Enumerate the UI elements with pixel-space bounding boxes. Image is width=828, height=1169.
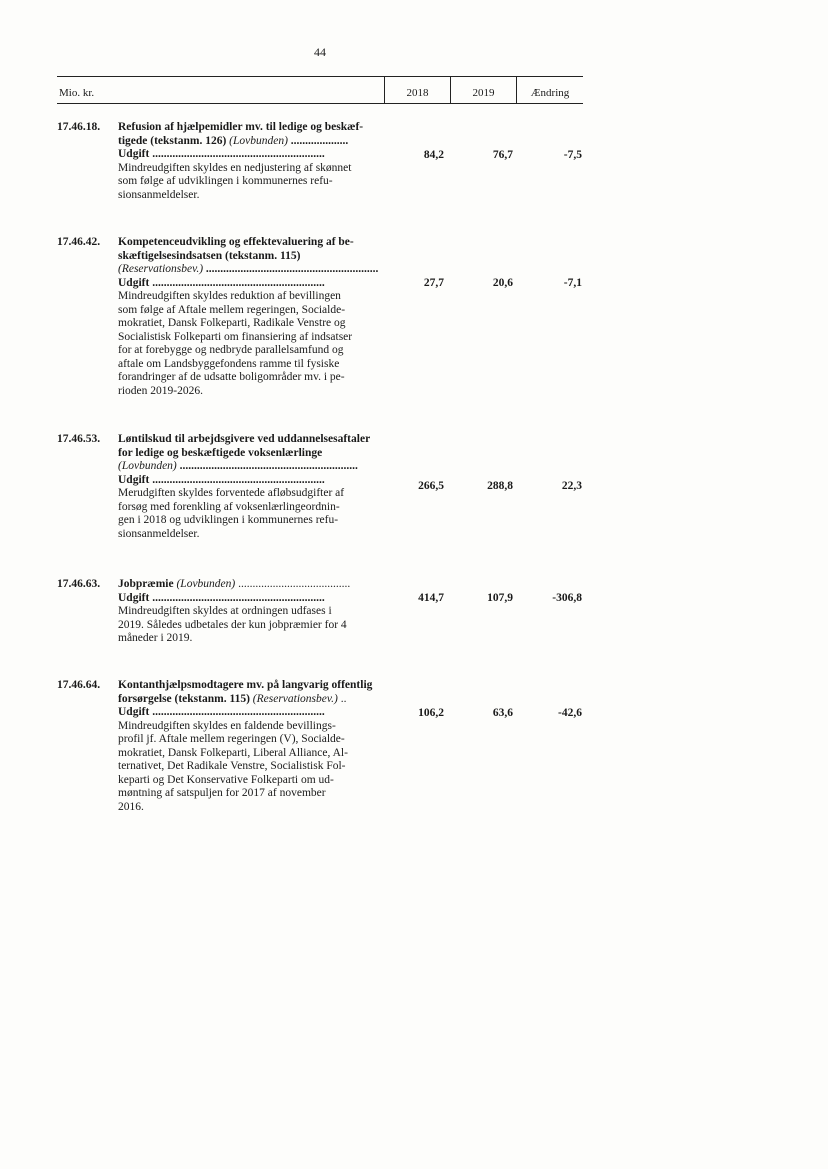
desc-line: Mindreudgiften skyldes at ordningen udfases i: [118, 605, 332, 617]
entry-description: [118, 162, 446, 203]
column-header-2018: 2018: [385, 77, 451, 103]
entry-description: [118, 290, 446, 398]
desc-line: sionsanmeldelser.: [118, 188, 200, 201]
title-ref: (Reservationsbev.): [252, 692, 338, 705]
entry-description: [118, 487, 446, 541]
desc-line: mokratiet, Dansk Folkeparti, Liberal Alliance, Al-: [118, 746, 348, 759]
desc-line: 2019. Således udbetales der kun jobpræmier for 4: [118, 618, 347, 631]
desc-line: mokratiet, Dansk Folkeparti, Radikale Venstre og: [118, 317, 346, 329]
desc-line: Mindreudgiften skyldes reduktion af bevillingen: [118, 290, 341, 302]
desc-line: som følge af Aftale mellem regeringen, Socialde-: [118, 303, 346, 316]
udgift-label: Udgift: [118, 148, 150, 160]
title-ref: (Lovbunden): [229, 134, 288, 147]
udgift-label: Udgift: [118, 473, 150, 486]
value-2019: 20,6: [492, 277, 513, 289]
value-2018: 27,7: [423, 277, 444, 289]
title-line: tigede (tekstanm. 126): [118, 134, 227, 147]
column-header-change: Ændring: [530, 87, 570, 99]
account-code: 17.46.53.: [57, 433, 101, 445]
udgift-label: Udgift: [118, 706, 150, 718]
value-change: 22,3: [561, 480, 582, 492]
title-line: skæftigelsesindsatsen (tekstanm. 115): [118, 249, 301, 262]
account-code: 17.46.64.: [57, 679, 101, 691]
entry-body: Kontanthjælpsmodtagere mv. på langvarig offentlig forsørgelse (tekstanm. 115) (Reservationsbev.) .. Udgift ............................................................ Mindreudgiften skyldes en faldende bevillings- profil jf. Aftale mellem regeringen (V), Socialde- mokratiet, Dansk Folkeparti, Liberal Alliance, Al- ternativet, Det Radikale Venstre, Socialistisk Fol- keparti og Det Konservative Folkeparti om ud- møntning af satspuljen for 2017 af november 2016.: [118, 679, 446, 814]
entry-description: [118, 720, 446, 815]
value-2018: 266,5: [418, 480, 444, 492]
value-change: -7,1: [563, 277, 582, 289]
table-header: [57, 76, 583, 104]
desc-line: ternativet, Det Radikale Venstre, Socialistisk Fol-: [118, 760, 346, 772]
desc-line: Mindreudgiften skyldes en nedjustering af skønnet: [118, 161, 352, 174]
entry-title: Kompetenceudvikling og effektevaluering af be- skæftigelsesindsatsen (tekstanm. 115) (Reservationsbev.) ............................................................: [118, 236, 446, 277]
value-2019: 63,6: [492, 707, 513, 719]
entry-body: Kompetenceudvikling og effektevaluering af be- skæftigelsesindsatsen (tekstanm. 115) (Reservationsbev.) ............................................................ Udgift ............................................................ Mindreudgiften skyldes reduktion af bevillingen som følge af Aftale mellem regeringen, Socialde- mokratiet, Dansk Folkeparti, Radikale Venstre og Socialistisk Folkeparti om finansiering af indsatser for at forebygge og nedbryde parallelsamfund og aftale om Landsbyggefondens ramme til fysiske forandringer af de udsatte boligområder mv. i pe- rioden 2019-2026.: [118, 236, 446, 398]
value-2019: 288,8: [487, 480, 513, 492]
desc-line: gen i 2018 og udviklingen i kommunernes refu-: [118, 514, 339, 526]
desc-line: møntning af satspuljen for 2017 af november: [118, 787, 326, 799]
title-line: forsørgelse (tekstanm. 115): [118, 692, 250, 705]
page-number: 44: [314, 45, 326, 59]
value-change: -7,5: [563, 149, 582, 161]
title-ref: (Lovbunden): [176, 578, 236, 590]
value-2018: 106,2: [418, 707, 444, 719]
desc-line: Mindreudgiften skyldes en faldende bevillings-: [118, 719, 336, 732]
account-code: 17.46.18.: [57, 121, 101, 133]
desc-line: sionsanmeldelser.: [118, 527, 200, 540]
account-code: 17.46.63.: [57, 578, 101, 590]
desc-line: for at forebygge og nedbryde parallelsamfund og: [118, 344, 344, 356]
udgift-label: Udgift: [118, 591, 150, 604]
entry-body: Løntilskud til arbejdsgivere ved uddannelsesaftaler for ledige og beskæftigede voksenlærlinge (Lovbunden) .............................................................. Udgift ............................................................ Merudgiften skyldes forventede afløbsudgifter af forsøg med forenkling af voksenlærlingeordnin- gen i 2018 og udviklingen i kommunernes refu- sionsanmeldelser.: [118, 433, 446, 541]
title-line: Løntilskud til arbejdsgivere ved uddannelsesaftaler: [118, 433, 371, 445]
desc-line: Merudgiften skyldes forventede afløbsudgifter af: [118, 487, 345, 499]
title-ref: (Lovbunden): [118, 460, 177, 472]
desc-line: Socialistisk Folkeparti om finansiering af indsatser: [118, 330, 353, 343]
desc-line: forandringer af de udsatte boligområder mv. i pe-: [118, 371, 345, 383]
unit-label: Mio. kr.: [57, 77, 385, 103]
desc-line: profil jf. Aftale mellem regeringen (V), Socialde-: [118, 733, 345, 745]
column-header-2019: 2019: [451, 77, 517, 103]
title-line: for ledige og beskæftigede voksenlærlinge: [118, 446, 323, 459]
value-change: -42,6: [558, 707, 582, 719]
value-2018: 84,2: [423, 149, 444, 161]
entry-body: Jobpræmie (Lovbunden) ....................................... Udgift ............................................................ Mindreudgiften skyldes at ordningen udfases i 2019. Således udbetales der kun jobpræmier for 4 måneder i 2019.: [118, 578, 446, 646]
account-code: 17.46.42.: [57, 236, 101, 248]
entry-description: [118, 605, 446, 646]
value-2018: 414,7: [418, 592, 444, 604]
desc-line: forsøg med forenkling af voksenlærlingeordnin-: [118, 500, 340, 513]
desc-line: aftale om Landsbyggefondens ramme til fysiske: [118, 357, 340, 370]
desc-line: keparti og Det Konservative Folkeparti om ud-: [118, 773, 334, 786]
desc-line: rioden 2019-2026.: [118, 384, 203, 397]
desc-line: 2016.: [118, 800, 144, 813]
entry-title: Kontanthjælpsmodtagere mv. på langvarig offentlig forsørgelse (tekstanm. 115) (Reservationsbev.) ..: [118, 679, 446, 706]
title-line: Kompetenceudvikling og effektevaluering af be-: [118, 236, 354, 248]
title-line: Refusion af hjælpemidler mv. til ledige og beskæf-: [118, 121, 364, 133]
title-line: Jobpræmie: [118, 578, 174, 590]
value-2019: 76,7: [492, 149, 513, 161]
desc-line: som følge af udviklingen i kommunernes refu-: [118, 175, 333, 187]
title-ref: (Reservationsbev.): [118, 263, 204, 275]
desc-line: måneder i 2019.: [118, 632, 193, 644]
entry-title: Løntilskud til arbejdsgivere ved uddannelsesaftaler for ledige og beskæftigede voksenlærlinge (Lovbunden) ..............................................................: [118, 433, 446, 474]
value-change: -306,8: [552, 592, 582, 604]
udgift-label: Udgift: [118, 276, 150, 289]
entry-title: Jobpræmie (Lovbunden) .......................................: [118, 578, 351, 590]
title-line: Kontanthjælpsmodtagere mv. på langvarig offentlig: [118, 679, 373, 691]
entry-title: Refusion af hjælpemidler mv. til ledige og beskæf- tigede (tekstanm. 126) (Lovbunden) ....................: [118, 121, 446, 148]
value-2019: 107,9: [487, 592, 513, 604]
entry-body: Refusion af hjælpemidler mv. til ledige og beskæf- tigede (tekstanm. 126) (Lovbunden) .................... Udgift ............................................................ Mindreudgiften skyldes en nedjustering af skønnet som følge af udviklingen i kommunernes refu- sionsanmeldelser.: [118, 121, 446, 202]
